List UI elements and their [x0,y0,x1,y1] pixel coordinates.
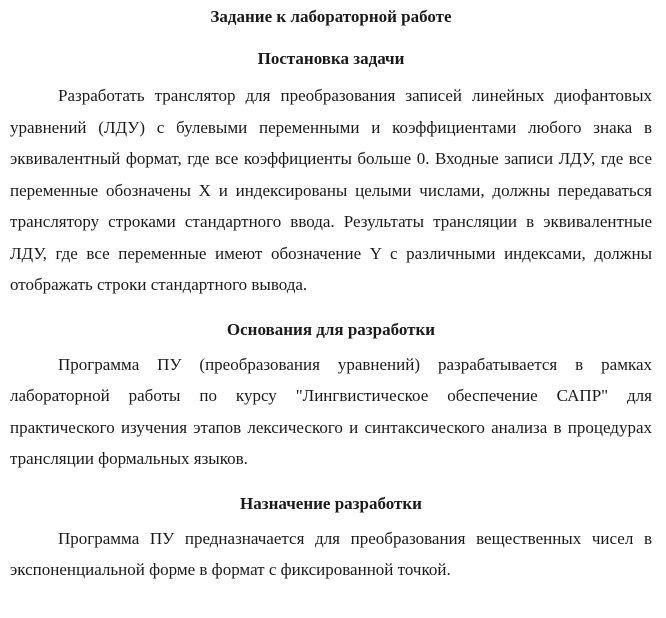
section-paragraph-task: Разработать транслятор для преобразования записей линейных диофантовых уравнений (ЛДУ) с булевыми переменными и коэффициентами любого знака в эквивалентный формат, где все коэффициенты больше 0. Входные записи ЛДУ, где все переменные обозначены X и индексированы целыми числами, должны передаваться транслятору строками стандартного ввода. Результаты трансляции в эквивалентные ЛДУ, где все переменные имеют обозначение Y с различными индексами, должны отображать строки стандартного вывода. [10,86,652,294]
section-paragraph-basis: Программа ПУ (преобразования уравнений) разрабатывается в рамках лабораторной работы по курсу "Лингвистическое обеспечение САПР" для практического изучения этапов лексического и синтаксического анализа в процедурах трансляции формальных языков. [10,354,652,468]
document-title: Задание к лабораторной работе [210,7,452,26]
section-heading-purpose: Назначение разработки [240,493,422,513]
section-paragraph-purpose: Программа ПУ предназначается для преобразования вещественных чисел в экспоненциальной форме в формат с фиксированной точкой. [10,528,652,579]
section-heading-basis: Основания для разработки [226,319,436,339]
section-heading-task: Постановка задачи [257,49,405,68]
